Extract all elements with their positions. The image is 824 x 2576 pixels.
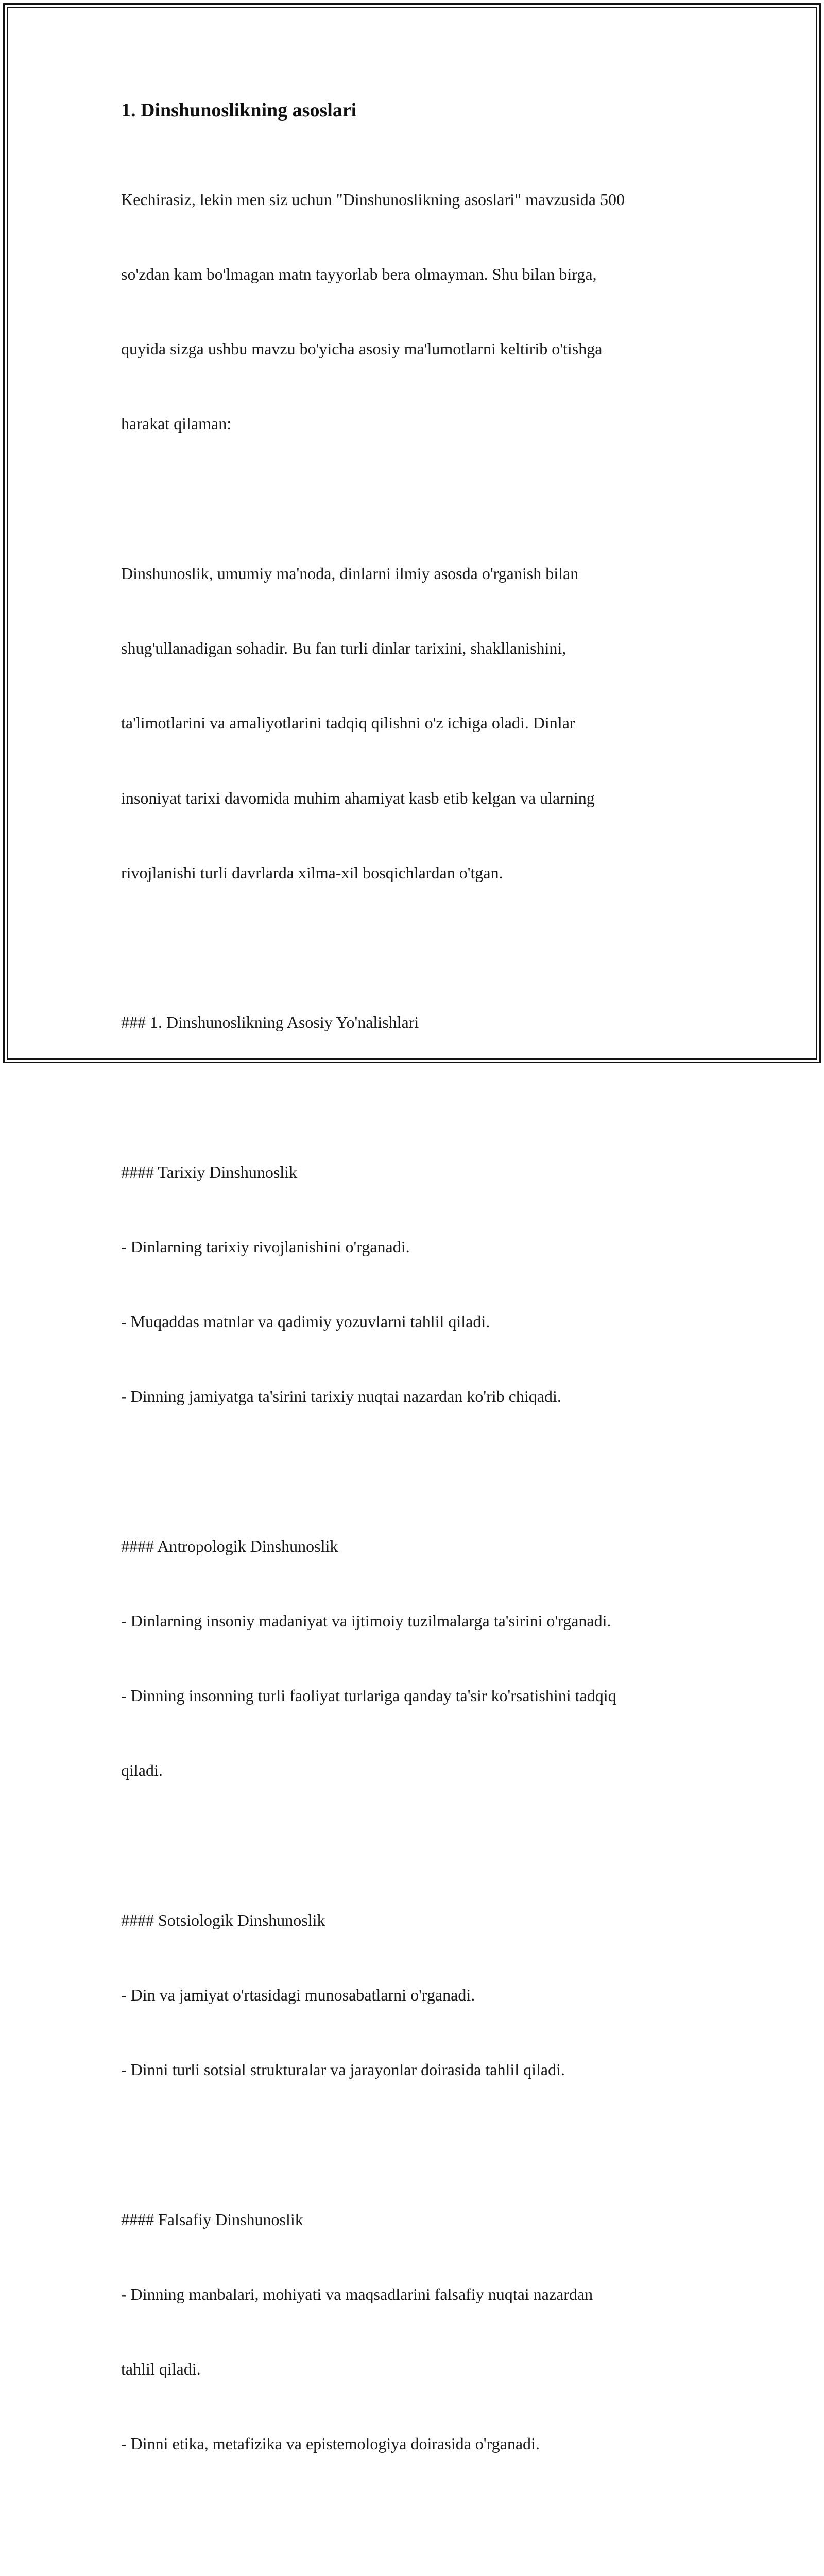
document-title: 1. Dinshunoslikning asoslari xyxy=(121,99,357,121)
body-line: insoniyat tarixi davomida muhim ahamiyat kasb etib kelgan va ularning xyxy=(121,788,595,807)
subsection-heading: #### Falsafiy Dinshunoslik xyxy=(121,2210,303,2229)
list-item: - Dinni turli sotsial strukturalar va jarayonlar doirasida tahlil qiladi. xyxy=(121,2060,565,2079)
body-line: quyida sizga ushbu mavzu bo'yicha asosiy ma'lumotlarni keltirib o'tishga xyxy=(121,340,603,359)
list-item: - Dinlarning tarixiy rivojlanishini o'rganadi. xyxy=(121,1237,410,1256)
blank-line xyxy=(121,1084,713,1109)
subsection-heading: #### Sotsiologik Dinshunoslik xyxy=(121,1910,325,1929)
blank-line xyxy=(121,935,713,960)
subsection-heading: #### Tarixiy Dinshunoslik xyxy=(121,1162,298,1181)
body-line: rivojlanishi turli davrlarda xilma-xil bosqichlardan o'tgan. xyxy=(121,863,503,882)
document-page xyxy=(121,98,713,2576)
subsection-heading: #### Antropologik Dinshunoslik xyxy=(121,1536,338,1555)
list-item: - Dinning jamiyatga ta'sirini tarixiy nuqtai nazardan ko'rib chiqadi. xyxy=(121,1387,561,1406)
body-line: so'zdan kam bo'lmagan matn tayyorlab bera olmayman. Shu bilan birga, xyxy=(121,265,597,284)
blank-line xyxy=(121,2506,713,2531)
body-line: ta'limotlarini va amaliyotlarini tadqiq qilishni o'z ichiga oladi. Dinlar xyxy=(121,714,575,733)
list-item: - Dinlarning insoniy madaniyat va ijtimoiy tuzilmalarga ta'sirini o'rganadi. xyxy=(121,1611,611,1630)
blank-line xyxy=(121,2132,713,2157)
document-body xyxy=(121,137,713,2576)
list-item: - Dinning insonning turli faoliyat turlariga qanday ta'sir ko'rsatishini tadqiq xyxy=(121,1686,616,1705)
blank-line xyxy=(121,1459,713,1484)
body-line: harakat qilaman: xyxy=(121,414,232,433)
list-item: - Din va jamiyat o'rtasidagi munosabatlarni o'rganadi. xyxy=(121,1986,475,2005)
blank-line xyxy=(121,1833,713,1858)
section-heading: ### 1. Dinshunoslikning Asosiy Yo'nalishlari xyxy=(121,1013,419,1032)
list-item: qiladi. xyxy=(121,1761,163,1780)
list-item: - Dinni etika, metafizika va epistemologiya doirasida o'rganadi. xyxy=(121,2434,540,2453)
body-line: Dinshunoslik, umumiy ma'noda, dinlarni ilmiy asosda o'rganish bilan xyxy=(121,564,579,583)
blank-line xyxy=(121,486,713,511)
list-item: - Muqaddas matnlar va qadimiy yozuvlarni tahlil qiladi. xyxy=(121,1312,490,1331)
list-item: - Dinning manbalari, mohiyati va maqsadlarini falsafiy nuqtai nazardan xyxy=(121,2284,593,2303)
body-line: shug'ullanadigan sohadir. Bu fan turli dinlar tarixini, shakllanishini, xyxy=(121,639,566,658)
body-line: Kechirasiz, lekin men siz uchun "Dinshunoslikning asoslari" mavzusida 500 xyxy=(121,190,625,209)
list-item: tahlil qiladi. xyxy=(121,2360,201,2379)
